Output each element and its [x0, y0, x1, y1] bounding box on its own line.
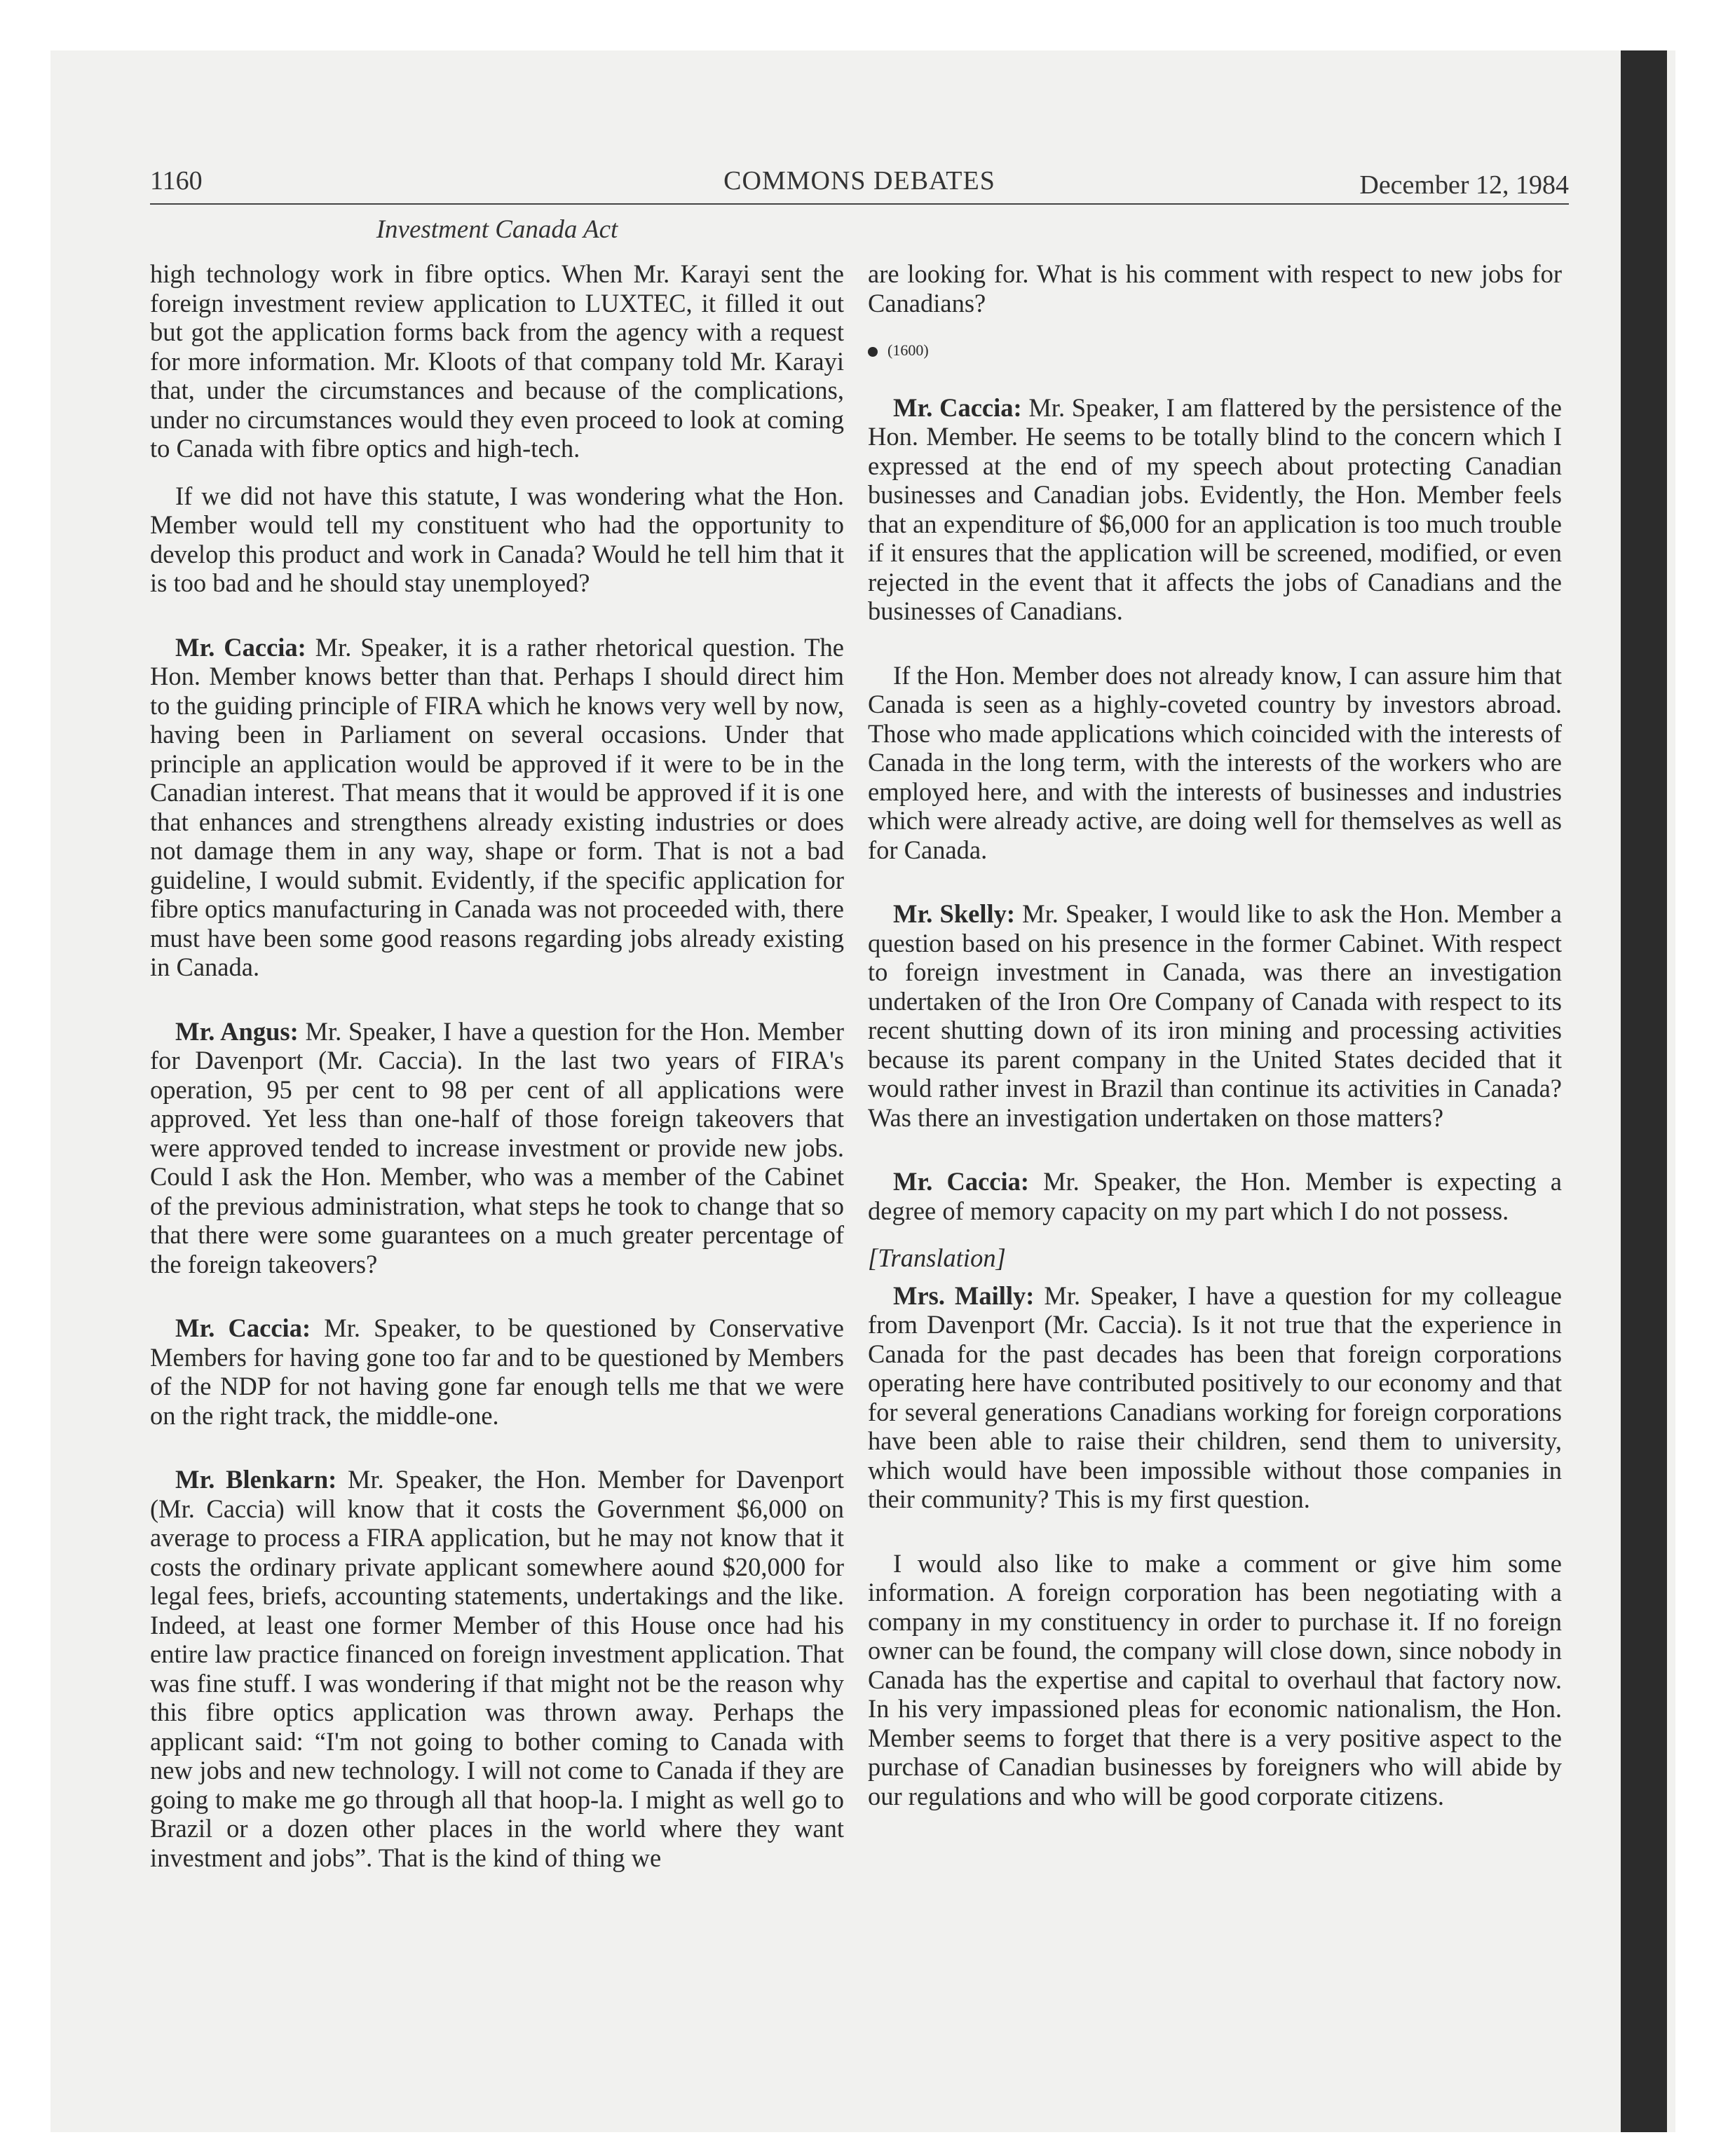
paragraph: If the Hon. Member does not already know, I can assure him that Canada is seen as a highly-coveted country by investors abroad. Those who made applications which coincided with the interests of Canada in the long term, with the interests of the workers who are employed here, and with the interests of businesses and industries which were already active, are doing well for themselves as well as for Canada.: [868, 660, 1562, 864]
speech-paragraph: [868, 1281, 1562, 1514]
speech-paragraph: [868, 393, 1562, 626]
speaker-name: Mr. Caccia:: [893, 1167, 1030, 1196]
speech-text: Mr. Speaker, the Hon. Member for Davenport (Mr. Caccia) will know that it costs the Government $6,000 on average to process a FIRA application, but he may not know that it costs the ordinary private applicant somewhere aound $20,000 for legal fees, briefs, accounting statements, undertakings and the like. Indeed, at least one former Member of this House once had his entire law practice financed on foreign investment application. That was fine stuff. I was wondering if that might not be the reason why this fibre optics application was thrown away. Perhaps the applicant said: “I'm not going to bother coming to Canada with new jobs and new technology. I will not come to Canada if they are going to make me go through all that hoop-la. I might as well go to Brazil or a dozen other places in the world where they want investment and jobs”. That is the kind of thing we: [150, 1465, 845, 1872]
paragraph: If we did not have this statute, I was wondering what the Hon. Member would tell my constituent who had the opportunity to develop this product and work in Canada? Would he tell him that it is too bad and he should stay unemployed?: [150, 481, 844, 597]
speech-paragraph: [868, 899, 1562, 1132]
speech-text: Mr. Speaker, I have a question for the Hon. Member for Davenport (Mr. Caccia). In the last two years of FIRA's operation, 95 per cent to 98 per cent of all applications were approved. Yet less than one-half of those foreign takeovers that were approved tended to increase investment or provide new jobs. Could I ask the Hon. Member, who was a member of the Cabinet of the previous administration, what steps he took to change that so that there were some guarantees on a much greater percentage of the foreign takeovers?: [150, 1016, 845, 1278]
speaker-name: Mr. Caccia:: [175, 632, 306, 662]
speaker-name: Mr. Blenkarn:: [175, 1465, 337, 1494]
speaker-name: Mr. Caccia:: [893, 393, 1022, 422]
speech-paragraph: [150, 1465, 844, 1872]
page-number: 1160: [150, 166, 203, 196]
time-marker-text: (1600): [887, 341, 929, 359]
left-column: [150, 259, 844, 1890]
paragraph: high technology work in fibre optics. When Mr. Karayi sent the foreign investment review application to LUXTEC, it filled it out but got the application forms back from the agency with a request for more information. Mr. Kloots of that company told Mr. Karayi that, under the circumstances and because of the complications, under no circumstances would they even proceed to look at coming to Canada with fibre optics and high-tech.: [150, 259, 844, 463]
page-header: [150, 165, 1569, 200]
speech-paragraph: [150, 633, 844, 982]
speech-paragraph: [868, 1167, 1562, 1225]
speaker-name: Mrs. Mailly:: [893, 1281, 1035, 1310]
speaker-name: Mr. Caccia:: [175, 1314, 311, 1342]
time-marker: [868, 336, 1562, 365]
speech-text: Mr. Speaker, I would like to ask the Hon. Member a question based on his presence in the former Cabinet. With respect to foreign investment in Canada, was there an investigation undertaken of the Iron Ore Company of Canada with respect to its recent shutting down of its iron mining and processing activities because its parent company in the United States decided that it would rather invest in Brazil than continue its activities in Canada? Was there an investigation undertaken on those matters?: [868, 899, 1562, 1132]
speech-paragraph: [150, 1017, 844, 1279]
speaker-name: Mr. Angus:: [175, 1016, 299, 1046]
paragraph: I would also like to make a comment or give him some information. A foreign corporation has been negotiating with a company in my constituency in order to purchase it. If no foreign owner can be found, the company will close down, since nobody in Canada has the expertise and capital to overhaul that factory now. In his very impassioned pleas for economic nationalism, the Hon. Member seems to forget that there is a very positive aspect to the purchase of Canadian businesses by foreigners who will abide by our regulations and who will be good corporate citizens.: [868, 1548, 1562, 1810]
speech-paragraph: [150, 1314, 844, 1430]
running-head: Investment Canada Act: [376, 215, 618, 244]
header-rule: [150, 203, 1569, 205]
speech-text: Mr. Speaker, to be questioned by Conservative Members for having gone too far and to be questioned by Members of the NDP for not having gone far enough tells me that we were on the right track, the middle-one.: [150, 1314, 844, 1430]
speech-text: Mr. Speaker, I am flattered by the persistence of the Hon. Member. He seems to be totally blind to the concern which I expressed at the end of my speech about protecting Canadian businesses and Canadian jobs. Evidently, the Hon. Member feels that an expenditure of $6,000 for an application is too much trouble if it ensures that the application will be screened, modified, or even rejected in the event that it affects the jobs of Canadians and the businesses of Canadians.: [868, 393, 1562, 625]
publication-title: COMMONS DEBATES: [723, 166, 995, 196]
speaker-name: Mr. Skelly:: [893, 899, 1016, 928]
paragraph: are looking for. What is his comment with respect to new jobs for Canadians?: [868, 259, 1562, 318]
page-date: December 12, 1984: [1359, 170, 1569, 200]
right-column: [868, 259, 1562, 1829]
speech-text: Mr. Speaker, it is a rather rhetorical question. The Hon. Member knows better than that. Perhaps I should direct him to the guiding principle of FIRA which he knows very well by now, having been in Parliament on several occasions. Under that principle an application would be approved if it were to be in the Canadian interest. That means that it would be approved if it is one that enhances and strengthens already existing industries or does not damage them in any way, shape or form. That is not a bad guideline, I would submit. Evidently, if the specific application for fibre optics manufacturing in Canada was not proceeded with, there must have been some good reasons regarding jobs already existing in Canada.: [150, 632, 844, 981]
speech-text: Mr. Speaker, the Hon. Member is expecting a degree of memory capacity on my part which I do not possess.: [868, 1167, 1562, 1225]
translation-note: [Translation]: [868, 1243, 1006, 1272]
bullet-icon: [868, 347, 878, 357]
scan-edge: [1621, 50, 1667, 2132]
speech-text: Mr. Speaker, I have a question for my colleague from Davenport (Mr. Caccia). Is it not true that the experience in Canada for the past decades has been that foreign corporations operating here have contributed positively to our economy and that for several generations Canadians working for foreign corporations have been able to raise their children, send them to university, which would have been impossible without those companies in their community? This is my first question.: [868, 1281, 1562, 1513]
